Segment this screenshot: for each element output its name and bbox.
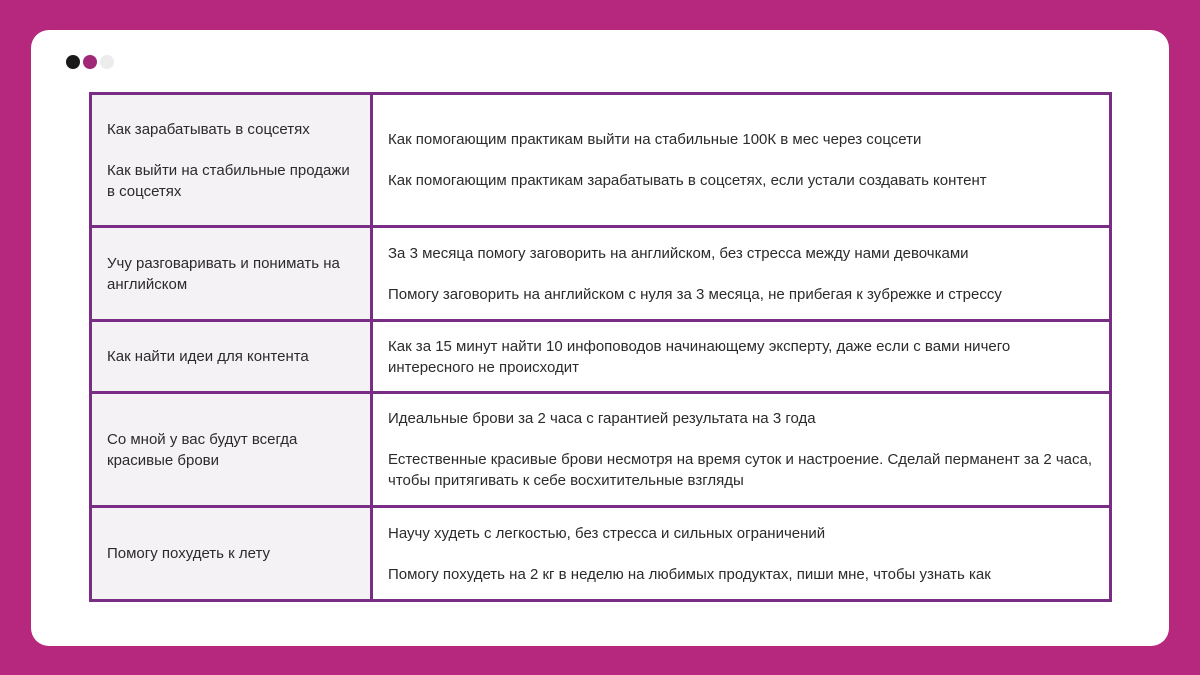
after-text: Научу худеть с легкостью, без стресса и сильных ограничений xyxy=(388,524,826,542)
after-cell xyxy=(372,507,1111,601)
after-text: За 3 месяца помогу заговорить на английском, без стресса между нами девочками xyxy=(388,244,969,262)
after-text: Как помогающим практикам зарабатывать в соцсетях, если устали создавать контент xyxy=(388,172,987,189)
table-row xyxy=(91,393,1111,507)
before-text: Как зарабатывать в соцсетях xyxy=(107,120,310,138)
after-cell xyxy=(372,227,1111,321)
after-cell xyxy=(372,393,1111,507)
before-cell xyxy=(91,393,372,507)
after-cell xyxy=(372,321,1111,393)
table-row xyxy=(91,94,1111,227)
dark-dot-icon xyxy=(66,55,80,69)
after-text: Идеальные брови за 2 часа с гарантией результата на 3 года xyxy=(388,410,816,427)
after-text: Как за 15 минут найти 10 инфоповодов начинающему эксперту, даже если с вами ничего интересного не происходит xyxy=(388,337,1011,376)
window-dots xyxy=(66,55,114,69)
light-dot-icon xyxy=(100,55,114,69)
table-row xyxy=(91,227,1111,321)
before-cell xyxy=(91,507,372,601)
before-text: Как выйти на стабильные продажи в соцсетях xyxy=(107,161,350,200)
content-card xyxy=(31,30,1169,646)
purple-dot-icon xyxy=(83,55,97,69)
before-cell xyxy=(91,94,372,227)
before-text: Со мной у вас будут всегда красивые брови xyxy=(107,430,298,469)
after-text: Как помогающим практикам выйти на стабильные 100К в мес через соцсети xyxy=(388,131,922,148)
before-text: Как найти идеи для контента xyxy=(107,348,309,365)
table-row xyxy=(91,321,1111,393)
after-cell xyxy=(372,94,1111,227)
after-text: Помогу похудеть на 2 кг в неделю на любимых продуктах, пиши мне, чтобы узнать как xyxy=(388,565,991,583)
before-text: Учу разговаривать и понимать на английском xyxy=(107,254,340,293)
after-text: Естественные красивые брови несмотря на время суток и настроение. Сделай перманент за 2 часа, чтобы притягивать к себе восхитительные взгляды xyxy=(388,451,1092,489)
comparison-table xyxy=(89,92,1112,602)
before-cell xyxy=(91,321,372,393)
table-row xyxy=(91,507,1111,601)
before-cell xyxy=(91,227,372,321)
before-text: Помогу похудеть к лету xyxy=(107,545,271,562)
after-text: Помогу заговорить на английском с нуля за 3 месяца, не прибегая к зубрежке и стрессу xyxy=(388,285,1002,303)
